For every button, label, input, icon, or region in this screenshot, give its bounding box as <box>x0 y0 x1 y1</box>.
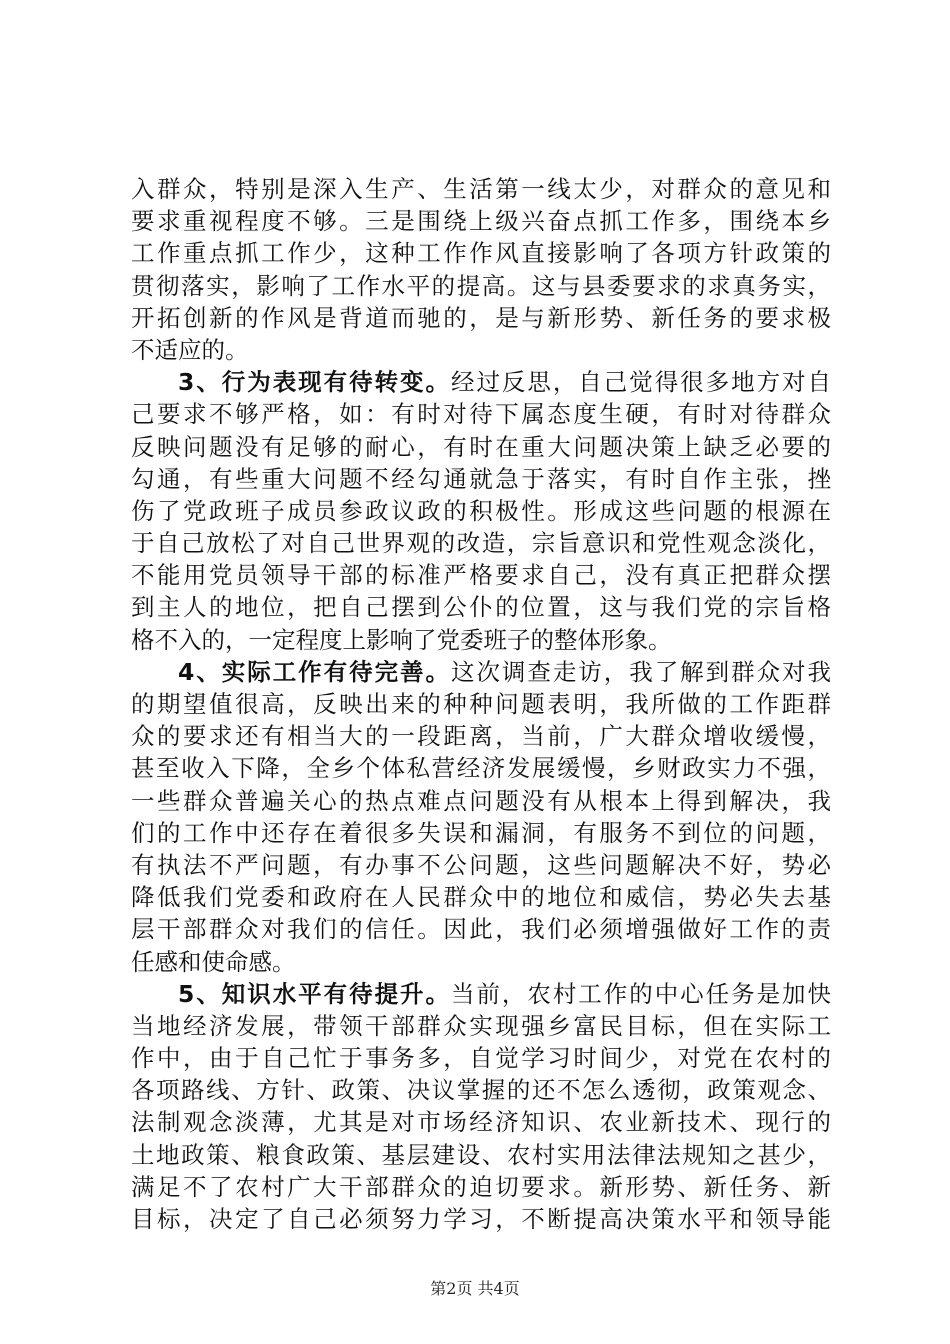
text-line: 贯彻落实，影响了工作水平的提高。这与县委要求的求真务实， <box>131 271 831 300</box>
text-line: 工作重点抓工作少，这种工作作风直接影响了各项方针政策的 <box>131 239 831 268</box>
text-line: 的期望值很高，反映出来的种种问题表明，我所做的工作距群 <box>131 690 831 718</box>
text-line: 格不入的，一定程度上影响了党委班子的整体形象。 <box>131 625 672 654</box>
text-line: 法制观念淡薄，尤其是对市场经济知识、农业新技术、现行的 <box>131 1108 831 1137</box>
section-heading: 5、知识水平有待提升。 <box>178 979 451 1008</box>
text-run: 当前，农村工作的中心任务是加快 <box>450 979 832 1008</box>
text-line: 们的工作中还存在着很多失误和漏洞，有服务不到位的问题， <box>131 818 831 847</box>
text-line: 到主人的地位，把自己摆到公仆的位置，这与我们党的宗旨格 <box>131 593 831 622</box>
section-heading: 4、实际工作有待完善。 <box>178 657 451 686</box>
text-line: 于自己放松了对自己世界观的改造，宗旨意识和党性观念淡化， <box>131 529 831 558</box>
body-text <box>131 173 831 1235</box>
text-line: 开拓创新的作风是背道而驰的，是与新形势、新任务的要求极 <box>131 303 831 332</box>
text-line: 目标，决定了自己必须努力学习，不断提高决策水平和领导能 <box>131 1205 831 1233</box>
text-line: 任感和使命感。 <box>131 947 296 976</box>
paragraph-first-line <box>131 366 831 398</box>
text-line: 勾通，有些重大问题不经勾通就急于落实，有时自作主张，挫 <box>131 464 831 493</box>
text-line: 不能用党员领导干部的标准严格要求自己，没有真正把群众摆 <box>131 561 831 590</box>
paragraph-first-line <box>131 656 831 688</box>
text-line: 伤了党政班子成员参政议政的积极性。形成这些问题的根源在 <box>131 496 831 525</box>
text-line: 满足不了农村广大干部群众的迫切要求。新形势、新任务、新 <box>131 1172 831 1201</box>
text-line: 作中，由于自己忙于事务多，自觉学习时间少，对党在农村的 <box>131 1044 831 1073</box>
text-line: 有执法不严问题，有办事不公问题，这些问题解决不好，势必 <box>131 850 831 879</box>
text-line: 入群众，特别是深入生产、生活第一线太少，对群众的意见和 <box>131 175 831 203</box>
text-line: 当地经济发展，带领干部群众实现强乡富民目标，但在实际工 <box>131 1011 831 1040</box>
text-run: 这次调查走访，我了解到群众对我 <box>450 657 832 686</box>
text-line: 不适应的。 <box>131 335 249 364</box>
text-line: 降低我们党委和政府在人民群众中的地位和威信，势必失去基 <box>131 883 831 912</box>
text-line: 众的要求还有相当大的一段距离，当前，广大群众增收缓慢， <box>131 722 831 751</box>
text-line: 己要求不够严格，如：有时对待下属态度生硬，有时对待群众 <box>131 400 831 429</box>
text-line: 甚至收入下降，全乡个体私营经济发展缓慢，乡财政实力不强， <box>131 754 831 783</box>
section-heading: 3、行为表现有待转变。 <box>178 368 451 397</box>
text-line: 土地政策、粮食政策、基层建设、农村实用法律法规知之甚少， <box>131 1140 831 1169</box>
paragraph-first-line <box>131 978 831 1010</box>
text-line: 层干部群众对我们的信任。因此，我们必须增强做好工作的责 <box>131 915 831 944</box>
text-line: 各项路线、方针、政策、决议掌握的还不怎么透彻，政策观念、 <box>131 1076 831 1105</box>
text-line: 一些群众普遍关心的热点难点问题没有从根本上得到解决，我 <box>131 786 831 815</box>
text-run: 经过反思，自己觉得很多地方对自 <box>450 368 832 397</box>
page-footer: 第2页 共4页 <box>430 1279 520 1298</box>
text-line: 反映问题没有足够的耐心，有时在重大问题决策上缺乏必要的 <box>131 432 831 461</box>
text-line: 要求重视程度不够。三是围绕上级兴奋点抓工作多，围绕本乡 <box>131 207 831 236</box>
